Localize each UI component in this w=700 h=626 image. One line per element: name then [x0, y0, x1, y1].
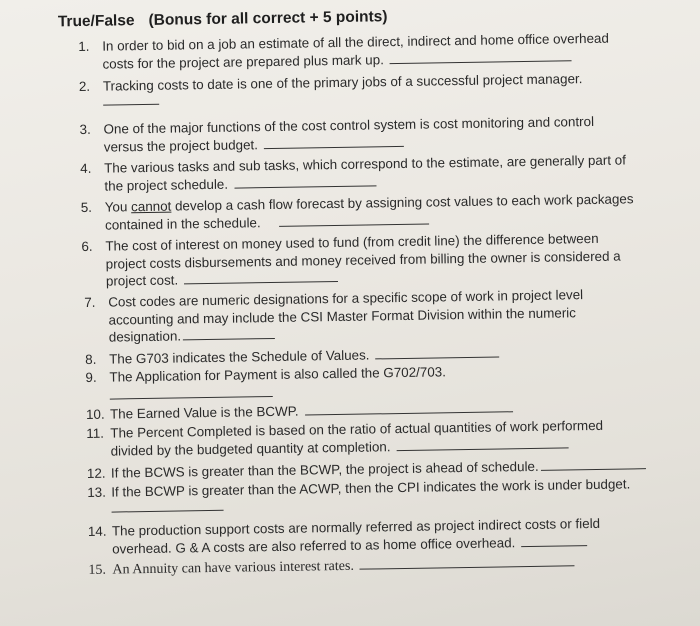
question-5: [81, 190, 634, 234]
question-text-line: project costs disbursements and money received from billing the owner is considered a: [105, 248, 621, 272]
question-text-line: the project schedule.: [104, 176, 229, 194]
question-text-line: Cost codes are numeric designations for a specific scope of work in project level: [108, 287, 584, 310]
question-number: 3.: [79, 121, 91, 138]
question-number: 9.: [85, 369, 97, 385]
answer-blank[interactable]: [305, 410, 513, 415]
question-number: 13.: [87, 484, 107, 500]
answer-blank[interactable]: [264, 144, 404, 148]
question-number: 7.: [84, 294, 96, 310]
title-main: True/False: [57, 12, 135, 31]
question-text-line: versus the project budget.: [103, 136, 259, 155]
question-text-line: overhead. G & A costs are also referred to as home office overhead.: [112, 534, 516, 557]
question-text-line: Tracking costs to date is one of the primary jobs of a successful project manager.: [102, 71, 583, 94]
question-2: [79, 70, 583, 105]
question-3: [79, 113, 594, 156]
question-text-line: project cost.: [105, 272, 179, 289]
answer-blank[interactable]: [375, 355, 499, 359]
question-text-line: In order to bid on a job an estimate of all the direct, indirect and home office overhead: [102, 30, 609, 54]
answer-blank[interactable]: [397, 446, 569, 451]
question-number: 15.: [88, 562, 107, 578]
answer-blank[interactable]: [184, 280, 338, 284]
question-text-line: designation.: [108, 328, 182, 345]
question-text-line: An Annuity can have various interest rates.: [112, 558, 355, 578]
question-text-line: The cost of interest on money used to fund (from credit line) the difference between: [105, 230, 599, 254]
question-text-prefix: You: [104, 199, 132, 215]
question-text-line: develop a cash flow forecast by assigning cost values to each work packages: [171, 191, 634, 214]
question-number: 10.: [85, 406, 105, 422]
answer-blank[interactable]: [390, 59, 572, 64]
page-title: [58, 8, 388, 31]
question-text-line: One of the major functions of the cost control system is cost monitoring and control: [103, 113, 595, 137]
question-6: [81, 230, 621, 291]
question-4: [80, 151, 626, 195]
question-number: 11.: [86, 425, 105, 441]
question-number: 8.: [85, 351, 97, 367]
answer-blank[interactable]: [521, 544, 587, 547]
answer-blank[interactable]: [279, 222, 429, 226]
answer-blank[interactable]: [112, 508, 224, 512]
underlined-word: cannot: [130, 198, 172, 215]
question-number: 5.: [80, 199, 93, 216]
title-bonus: (Bonus for all correct + 5 points): [148, 8, 388, 29]
answer-blank[interactable]: [234, 184, 376, 188]
answer-blank[interactable]: [110, 395, 273, 400]
question-text-line: costs for the project are prepared plus mark up.: [102, 51, 384, 72]
answer-blank[interactable]: [103, 102, 159, 105]
question-1: [78, 30, 609, 73]
question-number: 1.: [78, 38, 90, 55]
question-text-line: The Percent Completed is based on the ratio of actual quantities of work performed: [110, 417, 604, 441]
question-text-line: The Earned Value is the BCWP.: [109, 403, 299, 422]
question-text-line: The production support costs are normally referred as project indirect costs or field: [111, 515, 601, 539]
question-9: [85, 363, 446, 399]
question-14: [88, 515, 601, 558]
answer-blank[interactable]: [360, 564, 575, 569]
question-number: 12.: [86, 465, 106, 481]
question-11: [86, 417, 603, 460]
question-text-line: The G703 indicates the Schedule of Values.: [109, 347, 370, 367]
question-text-line: The Application for Payment is also called the G702/703.: [109, 364, 446, 385]
question-text-line: If the BCWS is greater than the BCWP, the project is ahead of schedule.: [110, 458, 539, 481]
question-text-line: divided by the budgeted quantity at completion.: [110, 438, 391, 459]
question-number: 6.: [81, 238, 93, 255]
question-text-line: contained in the schedule.: [104, 214, 261, 233]
answer-blank[interactable]: [541, 467, 646, 471]
question-text-line: The various tasks and sub tasks, which correspond to the estimate, are generally part of: [104, 152, 626, 176]
question-15: [88, 554, 575, 579]
question-number: 2.: [78, 78, 91, 95]
question-text-line: accounting and may include the CSI Master Format Division within the numeric: [108, 304, 577, 328]
answer-blank[interactable]: [183, 337, 275, 340]
question-number: 4.: [80, 160, 92, 177]
question-text-line: If the BCWP is greater than the ACWP, then the CPI indicates the work is under budget.: [111, 476, 631, 500]
question-number: 14.: [87, 523, 107, 539]
question-7: [84, 286, 584, 346]
